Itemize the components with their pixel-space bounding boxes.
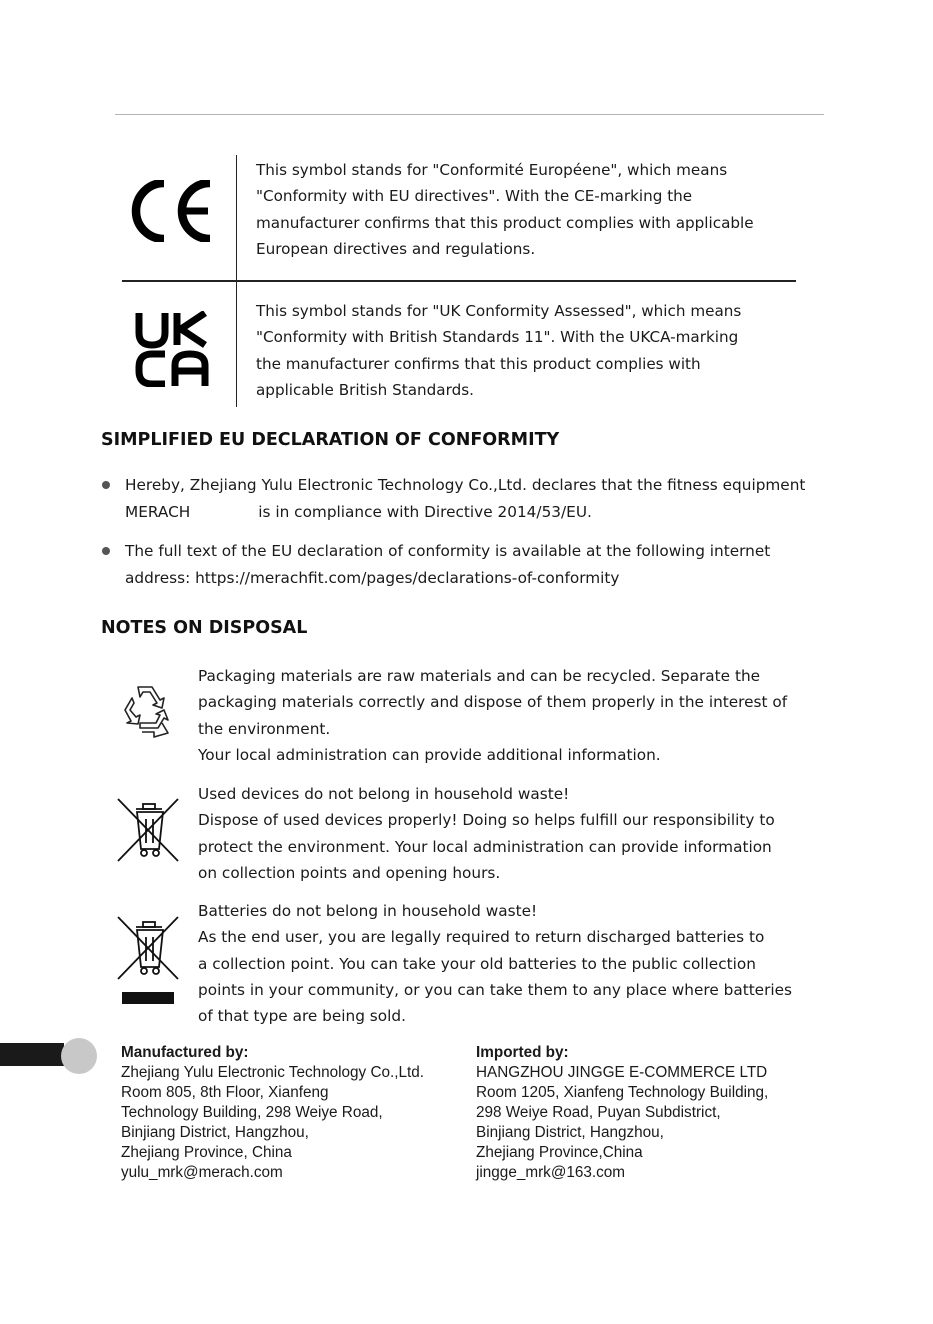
importer-line-5: Zhejiang Province,China [476,1144,643,1161]
batteries-line-5: of that type are being sold. [198,1007,406,1026]
disposal-heading: NOTES ON DISPOSAL [101,618,308,638]
compliance-text: is in compliance with Directive 2014/53/EU. [258,502,592,521]
importer-line-2: Room 1205, Xianfeng Technology Building, [476,1084,769,1101]
devices-line-4: on collection points and opening hours. [198,863,501,882]
declaration-bullet-1-line-2 [125,499,805,526]
declaration-bullet-2 [125,538,770,591]
ce-line-1: This symbol stands for "Conformité Européene", which means [256,161,728,179]
ce-mark-icon [130,180,214,246]
ukca-line-1: This symbol stands for "UK Conformity Assessed", which means [256,302,742,320]
packaging-line-1: Packaging materials are raw materials and can be recycled. Separate the [198,667,761,685]
manufacturer-line-5: Zhejiang Province, China [121,1144,292,1161]
devices-line-1: Used devices do not belong in household waste! [198,785,570,803]
ukca-line-4: applicable British Standards. [256,380,474,399]
manufacturer-line-2: Room 805, 8th Floor, Xianfeng [121,1084,329,1101]
batteries-text [198,898,792,1029]
importer-email: jingge_mrk@163.com [476,1164,626,1181]
ukca-mark-icon [135,311,209,391]
ukca-description [256,298,796,403]
ukca-line-3: the manufacturer confirms that this product complies with [256,354,701,373]
ce-line-3: manufacturer confirms that this product complies with applicable [256,213,754,232]
manufacturer-line-1: Zhejiang Yulu Electronic Technology Co.,Ltd. [121,1064,425,1081]
declaration-bullet-1 [125,472,805,525]
batteries-line-4: points in your community, or you can take them to any place where batteries [198,980,793,999]
declaration-bullet-2-line-1: The full text of the EU declaration of conformity is available at the following internet [125,542,771,560]
packaging-text [198,663,787,768]
declaration-heading: SIMPLIFIED EU DECLARATION OF CONFORMITY [101,430,560,450]
devices-text [198,781,775,886]
page-tab-circle [61,1038,97,1074]
devices-line-3: protect the environment. Your local administration can provide information [198,837,772,856]
batteries-line-3: a collection point. You can take your old batteries to the public collection [198,954,756,973]
batteries-line-1: Batteries do not belong in household waste! [198,902,538,920]
manufacturer-email: yulu_mrk@merach.com [121,1164,283,1181]
packaging-line-3: the environment. [198,719,331,738]
packaging-line-4: Your local administration can provide additional information. [198,745,661,764]
batteries-line-2: As the end user, you are legally required to return discharged batteries to [198,928,765,947]
page-tab-bar [0,1043,64,1066]
devices-line-2: Dispose of used devices properly! Doing so helps fulfill our responsibility to [198,811,775,830]
bullet-dot [102,481,110,489]
top-divider [115,114,824,115]
importer-line-4: Binjiang District, Hangzhou, [476,1124,664,1141]
importer-label: Imported by: [476,1044,569,1061]
brand-name: MERACH [125,502,191,521]
ukca-line-2: "Conformity with British Standards 11". With the UKCA-marking [256,328,739,347]
packaging-line-2: packaging materials correctly and dispose of them properly in the interest of [198,693,788,712]
manufacturer-block [121,1043,424,1183]
ce-description [256,157,796,262]
importer-block [476,1043,768,1183]
table-horizontal-divider [122,280,796,282]
declaration-bullet-1-line-1: Hereby, Zhejiang Yulu Electronic Technology Co.,Ltd. declares that the fitness equipment [125,476,806,494]
ce-line-2: "Conformity with EU directives". With the CE-marking the [256,187,693,206]
importer-line-1: HANGZHOU JINGGE E-COMMERCE LTD [476,1064,768,1081]
declaration-bullet-2-line-2: address: https://merachfit.com/pages/declarations-of-conformity [125,568,620,587]
crossed-bin-bar-icon [116,915,180,1011]
bullet-dot [102,547,110,555]
importer-line-3: 298 Weiye Road, Puyan Subdistrict, [476,1104,721,1121]
manufacturer-label: Manufactured by: [121,1044,249,1061]
recycle-icon [118,683,178,745]
ce-line-4: European directives and regulations. [256,239,536,258]
manufacturer-line-4: Binjiang District, Hangzhou, [121,1124,309,1141]
crossed-bin-icon [116,797,180,867]
manufacturer-line-3: Technology Building, 298 Weiye Road, [121,1104,383,1121]
